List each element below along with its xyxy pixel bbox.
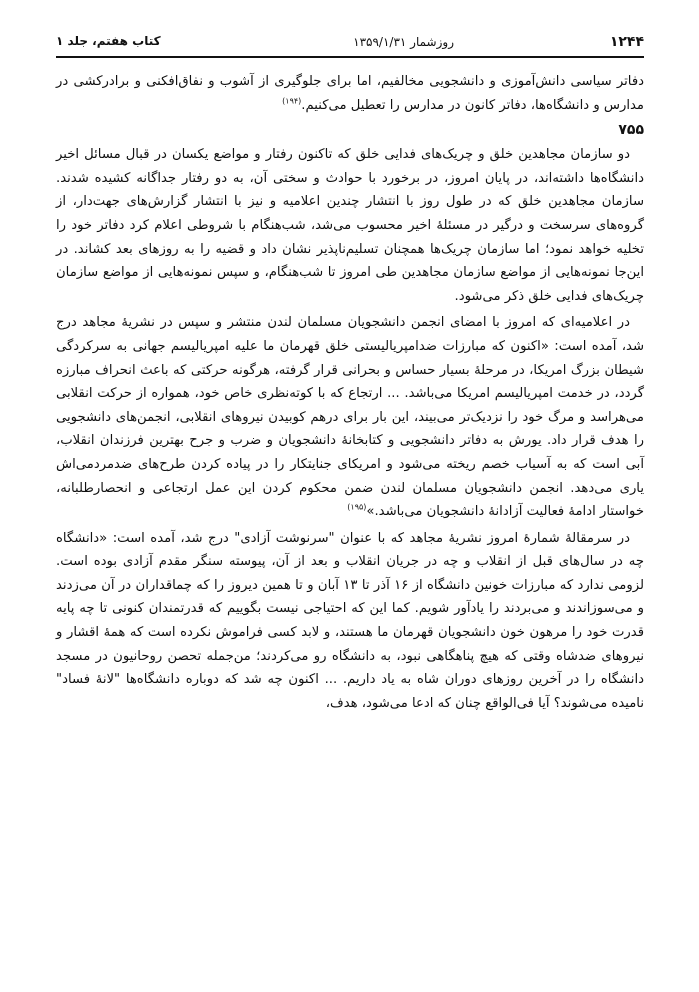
paragraph-text: دو سازمان مجاهدین خلق و چریک‌های فدایی خلق که تاکنون رفتار و مواضع یکسان در قبال مسائل اخیر دانشگاه‌ها داشته‌اند، در پایان امروز، در برخورد با حوادث و سختی آن، به دو رفتار جداگانه کشیده شدند. سازمان مجاهدین خلق که در طول روز با انتشار چندین اعلامیه و نیز با انتشار گزارش‌های جهت‌دار، از گروه‌های سرسخت و درگیر در مسئلهٔ اخیر محسوب می‌شد، شب‌هنگام با شروطی اعلام کرد دفاتر خود را تخلیه خواهد نمود؛ اما سازمان چریک‌ها همچنان تسلیم‌ناپذیر نشان داد و قضیه را به روزهای بعد کشاند. در این‌جا نمونه‌هایی از مواضع سازمان مجاهدین طی امروز تا شب‌هنگام، و سپس نمونه‌هایی از مواضع سازمان چریک‌های فدایی خلق ذکر می‌شود. (56, 147, 644, 304)
book-title: کتاب هفتم، جلد ۱ (56, 34, 161, 48)
header-rule (56, 56, 644, 58)
page-header (56, 34, 644, 60)
body-paragraph (56, 311, 644, 523)
page-number: ۱۲۴۴ (609, 34, 644, 50)
chronicle-date: روزشمار ۱۳۵۹/۱/۳۱ (353, 35, 454, 49)
document-page (56, 34, 644, 974)
intro-text: دفاتر سیاسی دانش‌آموزی و دانشجویی مخالفیم، اما برای جلوگیری از آشوب و نفاق‌افکنی و برادرکشی در مدارس و دانشگاه‌ها، دفاتر کانون در مدارس را تعطیل می‌کنیم. (56, 74, 644, 113)
body-paragraph (56, 143, 644, 308)
paragraph-text: در اعلامیه‌ای که امروز با امضای انجمن دانشجویان مسلمان لندن منتشر و سپس در نشریهٔ مجاهد درج شد، آمده است: «اکنون که مبارزات ضدامپریالیستی خلق قهرمان ما علیه امپریالیسم جهانی به سرکردگی شیطان بزرگ امریکا، در مرحلهٔ بسیار حساس و بحرانی قرار گرفته، هرگونه حرکتی که باعث انحراف مبارزه گردد، در خدمت امپریالیسم امریکا می‌باشد. ... ارتجاع که با کوته‌نظری خاص خود، همواره از حرکت انقلابی می‌هراسد و مرگ خود را نزدیک‌تر می‌بیند، این بار برای درهم کوبیدن نیروهای انقلابی، انجمن‌های دانشجویی را هدف قرار داد. یورش به دفاتر دانشجویی و کتابخانهٔ دانشجویان و ضرب و جرح بهترین فرزندان انقلاب، آبی است که به آسیاب خصم ریخته می‌شود و امریکای جنایتکار را در پیاده کردن طرح‌های ضدمردمی‌اش یاری می‌دهد. انجمن دانشجویان مسلمان لندن ضمن محکوم کردن این عمل ارتجاعی و انحصارطلبانه، خواستار ادامهٔ فعالیت آزادانهٔ دانشجویان می‌باشد.» (56, 315, 644, 520)
footnote-ref: (۱۹۴) (282, 96, 302, 106)
page-body (56, 70, 644, 715)
entry-number: ۷۵۵ (618, 122, 644, 139)
footnote-ref: (۱۹۵) (347, 502, 367, 512)
paragraph-text: در سرمقالهٔ شمارهٔ امروز نشریهٔ مجاهد که با عنوان "سرنوشت آزادی" درج شد، آمده است: «دانشگاه چه در سال‌های قبل از انقلاب و چه در جریان انقلاب و بعد از آن، پیوسته سنگر مقدم آزادی بوده است. لزومی ندارد که مبارزات خونین دانشگاه از ۱۶ آذر تا ۱۳ آبان و تا همین دیروز را که چماقداران در آن می‌زدند و می‌سوزاندند و می‌بردند را یادآور شویم. کما این که احتیاجی نیست بگوییم که قدرتمندان کنونی تا چه پایه قدرت خود را مرهون خون دانشجویان قهرمان ما هستند، و لابد کسی فراموش نکرده است که همهٔ اقشار و نیروهای ضدشاه وقتی که هیچ پناهگاهی نبود، به دانشگاه رو می‌کردند؛ من‌جمله تحصن روحانیون در مسجد دانشگاه را در آخرین روزهای دوران شاه به یاد داریم. ... اکنون چه شد که دوباره دانشگاه‌ها "لانهٔ فساد" نامیده می‌شوند؟ آیا فی‌الواقع چنان که ادعا می‌شود، هدف، (56, 530, 645, 711)
body-paragraph (56, 527, 644, 716)
intro-paragraph (56, 70, 644, 117)
